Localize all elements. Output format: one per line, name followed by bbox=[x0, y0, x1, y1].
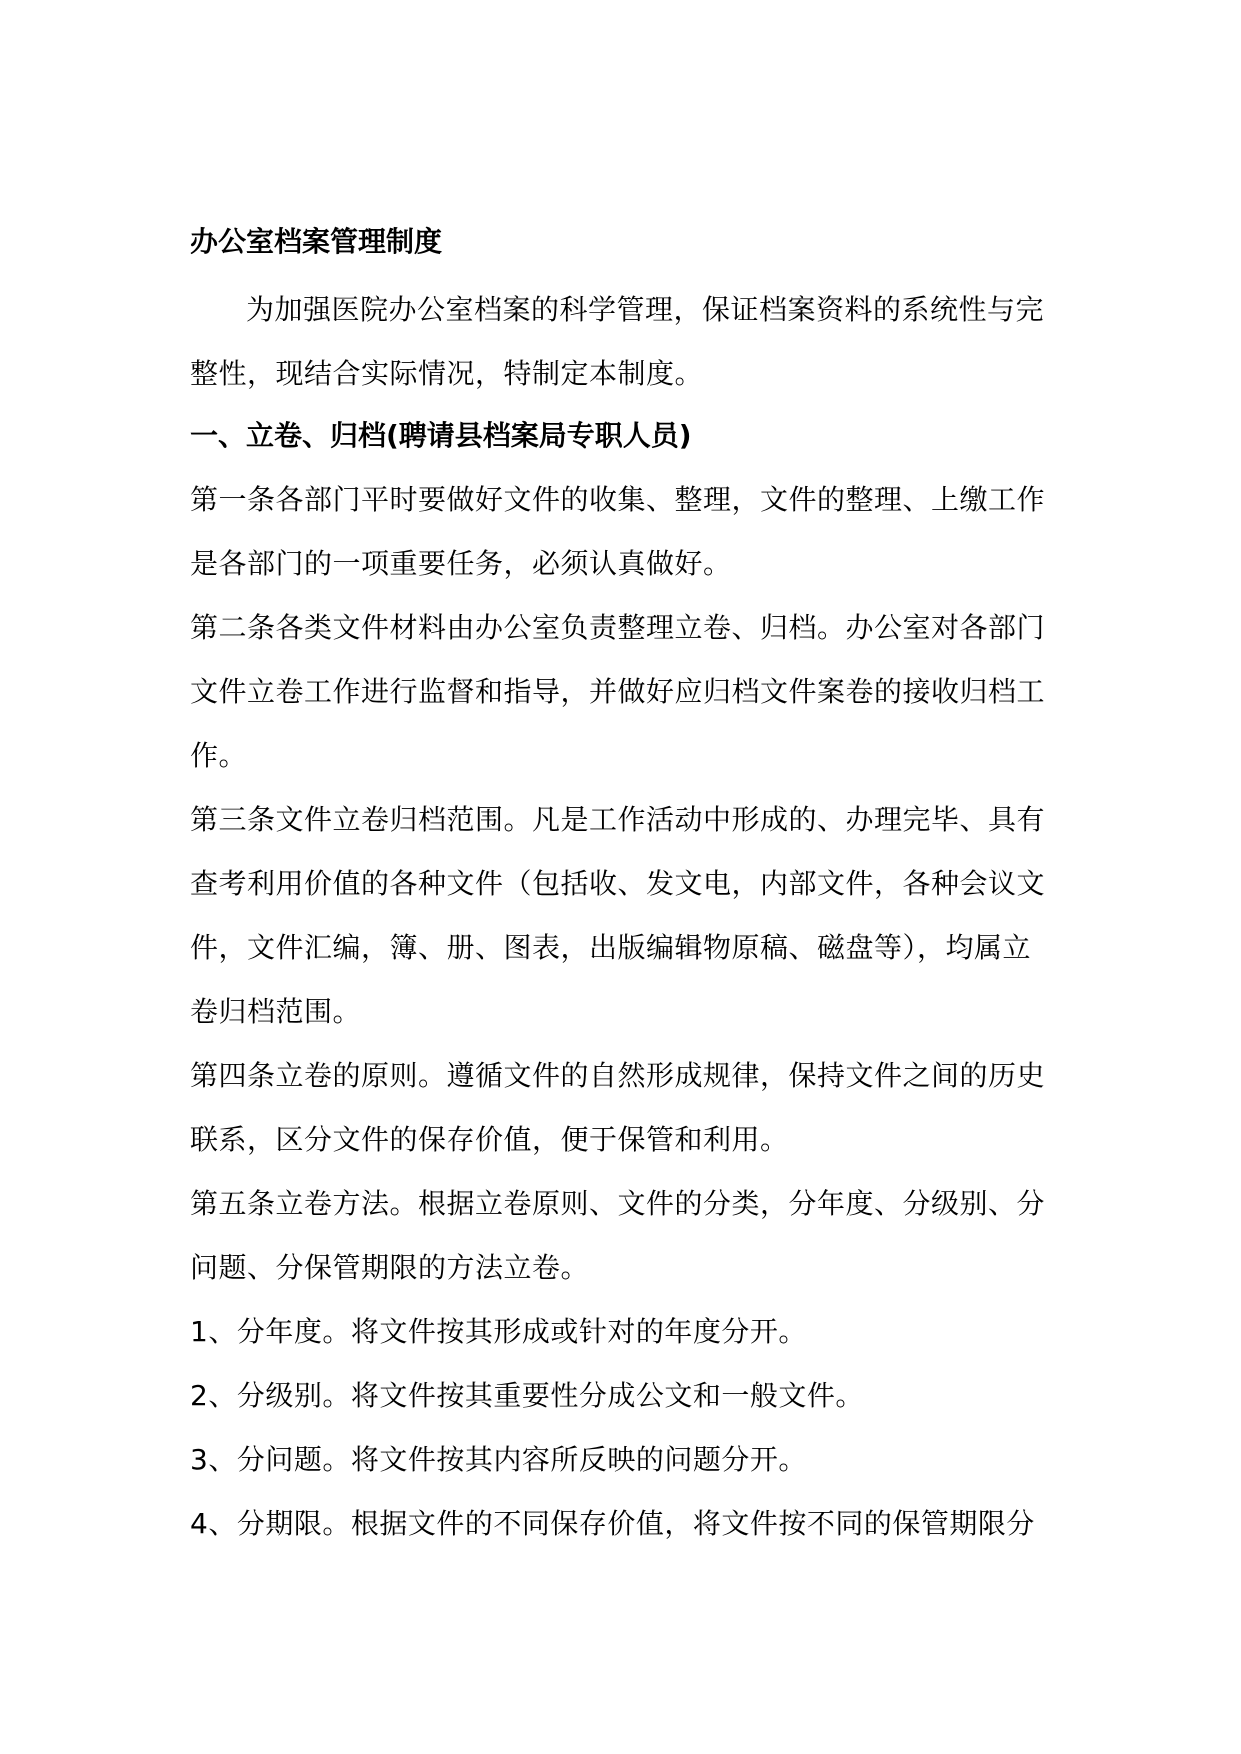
article-3: 第三条文件立卷归档范围。凡是工作活动中形成的、办理完毕、具有查考利用价值的各种文件（包括收、发文电，内部文件，各种会议文件，文件汇编，簿、册、图表，出版编辑物原稿、磁盘等），均属立卷归档范围。 bbox=[190, 803, 1046, 1028]
list-item-text: 、分问题。将文件按其内容所反映的问题分开。 bbox=[208, 1443, 807, 1476]
list-item-text: 、分年度。将文件按其形成或针对的年度分开。 bbox=[208, 1315, 807, 1348]
intro-paragraph: 为加强医院办公室档案的科学管理，保证档案资料的系统性与完整性，现结合实际情况，特制定本制度。 bbox=[190, 293, 1045, 390]
section-heading-1: 一、立卷、归档(聘请县档案局专职人员) bbox=[190, 419, 692, 452]
list-item-2 bbox=[190, 1364, 1050, 1428]
article-5: 第五条立卷方法。根据立卷原则、文件的分类，分年度、分级别、分问题、分保管期限的方法立卷。 bbox=[190, 1187, 1046, 1284]
document-title: 办公室档案管理制度 bbox=[190, 225, 443, 258]
list-item-4 bbox=[190, 1492, 1050, 1556]
list-item-number: 3 bbox=[190, 1443, 209, 1476]
list-item-number: 4 bbox=[190, 1507, 209, 1540]
list-item-number: 2 bbox=[190, 1379, 209, 1412]
list-item-3 bbox=[190, 1428, 1050, 1492]
article-2: 第二条各类文件材料由办公室负责整理立卷、归档。办公室对各部门文件立卷工作进行监督和指导，并做好应归档文件案卷的接收归档工作。 bbox=[190, 611, 1046, 772]
article-4: 第四条立卷的原则。遵循文件的自然形成规律，保持文件之间的历史联系，区分文件的保存价值，便于保管和利用。 bbox=[190, 1059, 1046, 1156]
list-item-text: 、分级别。将文件按其重要性分成公文和一般文件。 bbox=[208, 1379, 864, 1412]
list-item-text: 、分期限。根据文件的不同保存价值，将文件按不同的保管期限分 bbox=[208, 1507, 1035, 1540]
article-1: 第一条各部门平时要做好文件的收集、整理，文件的整理、上缴工作是各部门的一项重要任务，必须认真做好。 bbox=[190, 483, 1046, 580]
list-item-number: 1 bbox=[190, 1315, 209, 1348]
list-item-1 bbox=[190, 1300, 1050, 1364]
